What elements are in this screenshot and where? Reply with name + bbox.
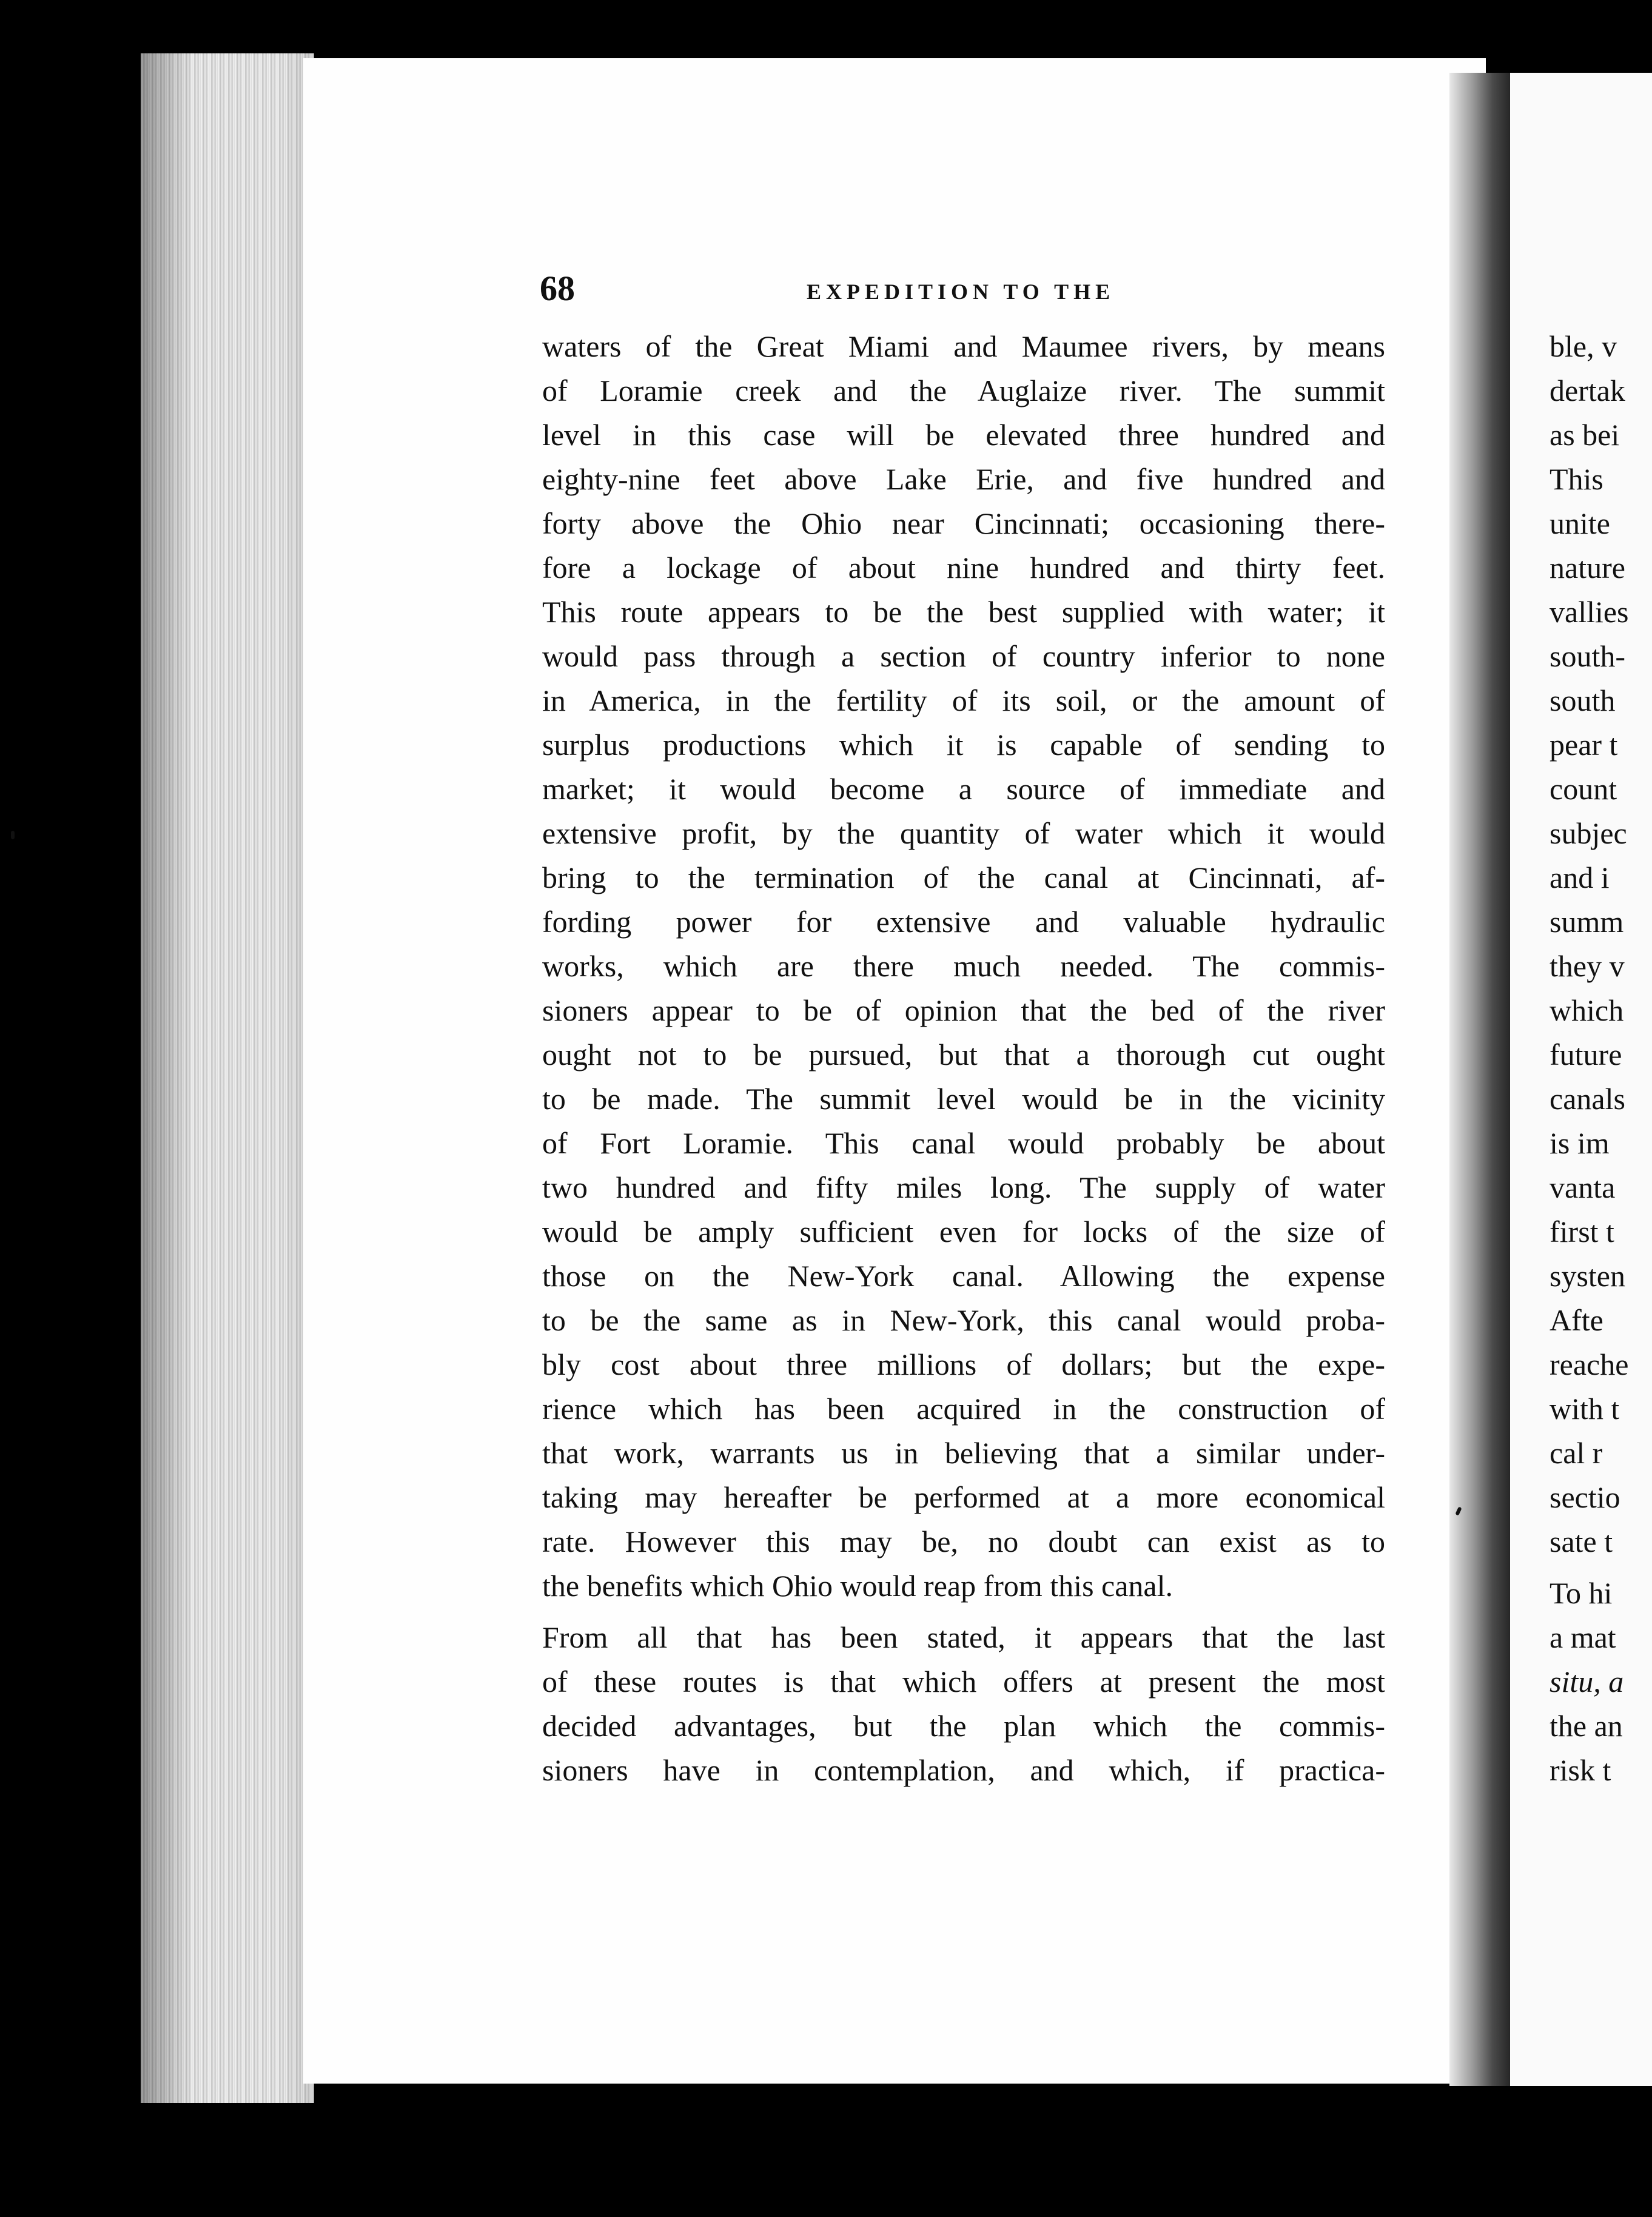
- facing-line: situ, a: [1550, 1665, 1624, 1699]
- text-line: taking may hereafter be performed at a more economical: [542, 1480, 1385, 1514]
- facing-line: sate t: [1550, 1524, 1613, 1558]
- facing-line: south-: [1550, 639, 1625, 673]
- text-line: eighty-nine feet above Lake Erie, and five hundred and: [542, 462, 1385, 496]
- text-line: to be made. The summit level would be in the vicinity: [542, 1082, 1385, 1116]
- facing-line: canals: [1550, 1082, 1625, 1116]
- facing-line: count: [1550, 772, 1617, 806]
- text-line: works, which are there much needed. The commis-: [542, 949, 1385, 983]
- facing-line: which: [1550, 993, 1624, 1027]
- facing-line: sectio: [1550, 1480, 1620, 1514]
- running-head: EXPEDITION TO THE: [807, 280, 1115, 304]
- facing-line: a mat: [1550, 1620, 1616, 1654]
- facing-line: ble, v: [1550, 329, 1617, 363]
- body-text: [542, 324, 1385, 1793]
- text-line: to be the same as in New-York, this canal would proba-: [542, 1303, 1385, 1337]
- facing-line: This: [1550, 462, 1603, 496]
- facing-line: is im: [1550, 1126, 1610, 1160]
- facing-line: first t: [1550, 1215, 1614, 1249]
- text-line: those on the New-York canal. Allowing the expense: [542, 1259, 1385, 1293]
- text-line: of Loramie creek and the Auglaize river. The summit: [542, 374, 1385, 408]
- text-line: rate. However this may be, no doubt can exist as to: [542, 1524, 1385, 1558]
- facing-line: systen: [1550, 1259, 1625, 1293]
- facing-line: cal r: [1550, 1436, 1603, 1470]
- facing-line: subjec: [1550, 816, 1627, 850]
- facing-line: Afte: [1550, 1303, 1603, 1337]
- text-line: bly cost about three millions of dollars; but the expe-: [542, 1347, 1385, 1381]
- facing-line: summ: [1550, 905, 1624, 939]
- text-line: From all that has been stated, it appears that the last: [542, 1620, 1385, 1654]
- facing-line: and i: [1550, 860, 1610, 894]
- facing-line: they v: [1550, 949, 1625, 983]
- text-line: decided advantages, but the plan which the commis-: [542, 1709, 1385, 1743]
- facing-line: nature: [1550, 551, 1625, 585]
- text-line: the benefits which Ohio would reap from this canal.: [542, 1569, 1173, 1603]
- text-line: would be amply sufficient even for locks of the size of: [542, 1215, 1385, 1249]
- facing-line: with t: [1550, 1392, 1620, 1426]
- book-gutter: [1449, 73, 1516, 2086]
- page-edges: [141, 53, 314, 2103]
- facing-line: the an: [1550, 1709, 1623, 1743]
- facing-line: To hi: [1550, 1576, 1613, 1610]
- text-line: forty above the Ohio near Cincinnati; occasioning there-: [542, 506, 1385, 540]
- facing-line: dertak: [1550, 374, 1625, 408]
- text-line: fording power for extensive and valuable hydraulic: [542, 905, 1385, 939]
- text-line: sioners have in contemplation, and which, if practica-: [542, 1753, 1385, 1787]
- text-line: fore a lockage of about nine hundred and thirty feet.: [542, 551, 1385, 585]
- text-line: that work, warrants us in believing that a similar under-: [542, 1436, 1385, 1470]
- facing-line: reache: [1550, 1347, 1629, 1381]
- facing-line: risk t: [1550, 1753, 1611, 1787]
- text-line: surplus productions which it is capable of sending to: [542, 728, 1385, 762]
- text-line: two hundred and fifty miles long. The supply of water: [542, 1170, 1385, 1204]
- text-line: extensive profit, by the quantity of water which it would: [542, 816, 1385, 850]
- facing-page-text: [1550, 324, 1652, 1793]
- facing-line: vallies: [1550, 595, 1629, 629]
- text-line: of Fort Loramie. This canal would probably be about: [542, 1126, 1385, 1160]
- text-line: of these routes is that which offers at present the most: [542, 1665, 1385, 1699]
- facing-line: as bei: [1550, 418, 1620, 452]
- page-number: 68: [540, 269, 575, 308]
- text-line: level in this case will be elevated three hundred and: [542, 418, 1385, 452]
- text-line: would pass through a section of country inferior to none: [542, 639, 1385, 673]
- facing-line: future: [1550, 1038, 1622, 1072]
- facing-line: pear t: [1550, 728, 1618, 762]
- facing-line: vanta: [1550, 1170, 1616, 1204]
- text-line: rience which has been acquired in the construction of: [542, 1392, 1385, 1426]
- text-line: market; it would become a source of immediate and: [542, 772, 1385, 806]
- page-header: [540, 268, 1389, 317]
- facing-line: south: [1550, 683, 1616, 717]
- text-line: sioners appear to be of opinion that the bed of the river: [542, 993, 1385, 1027]
- text-line: ought not to be pursued, but that a thorough cut ought: [542, 1038, 1385, 1072]
- text-line: in America, in the fertility of its soil, or the amount of: [542, 683, 1385, 717]
- text-line: waters of the Great Miami and Maumee rivers, by means: [542, 329, 1385, 363]
- text-line: bring to the termination of the canal at Cincinnati, af-: [542, 860, 1385, 894]
- text-line: This route appears to be the best supplied with water; it: [542, 595, 1385, 629]
- speck-mark: [11, 831, 15, 839]
- facing-line: unite: [1550, 506, 1610, 540]
